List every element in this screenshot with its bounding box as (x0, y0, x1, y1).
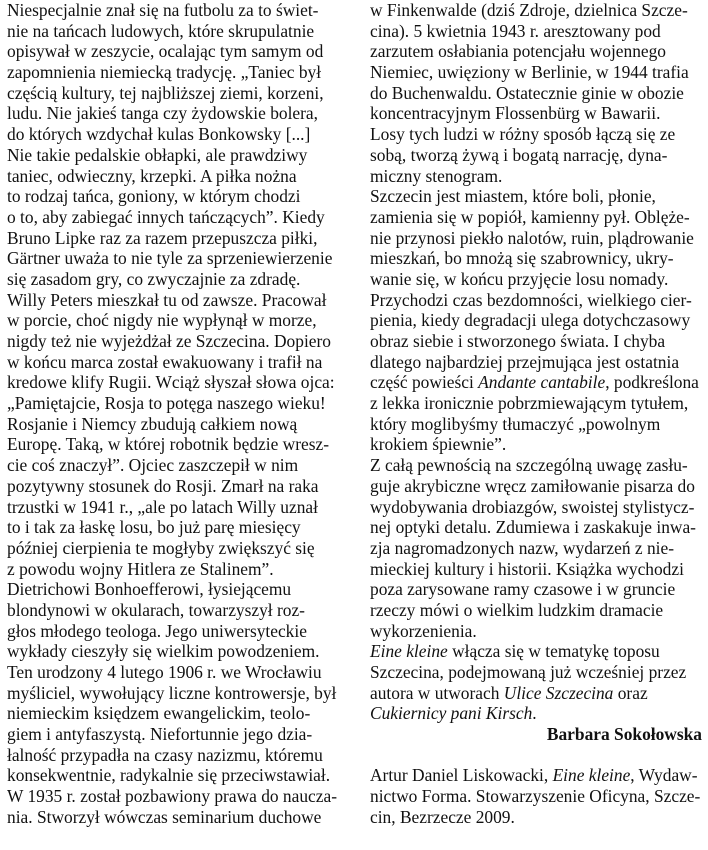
text-run: , podkreślona (605, 372, 699, 393)
text-run: zarzutem osłabiania potencjału wojennego (370, 41, 667, 62)
text-line (7, 310, 342, 331)
text-line (370, 41, 702, 62)
text-line (370, 145, 702, 166)
text-line (7, 724, 342, 745)
text-line (370, 683, 702, 704)
text-run: Nie takie pedalskie obłapki, ale prawdziwy (7, 144, 308, 165)
text-run: Niespecjalnie znał się na futbolu za to świet- (7, 0, 319, 20)
text-run: autora w utworach (370, 682, 504, 703)
text-run: głos młodego teologa. Jego uniwersyteckie (7, 620, 307, 641)
text-run: rzeczy mówi o wielkim ludzkim dramacie (370, 599, 664, 620)
text-run: w końcu marca został ewakuowany i trafił na (7, 351, 323, 372)
text-run: do których wzdychał kulas Bonkowsky [...] (7, 124, 311, 145)
text-run: później cierpienia te mogłyby zwiększyć się (7, 537, 315, 558)
text-run: Niemiec, uwięziony w Berlinie, w 1944 trafia (370, 62, 689, 83)
text-line (7, 186, 342, 207)
text-line (7, 559, 342, 580)
right-column-body (370, 0, 702, 724)
text-run: mieszkań, bo mnożą się szabrownicy, ukry- (370, 248, 674, 269)
text-line (7, 352, 342, 373)
text-column-left (7, 0, 342, 828)
text-run: Dietrichowi Bonhoefferowi, łysiejącemu (7, 579, 292, 600)
text-line (370, 62, 702, 83)
paragraph-gap (370, 745, 702, 766)
text-run: konsekwentnie, radykalnie się przeciwstawiał. (7, 765, 331, 786)
text-line (7, 600, 342, 621)
text-run: w Finkenwalde (dziś Zdroje, dzielnica Szcze- (370, 0, 688, 20)
text-run: Europę. Taką, w której robotnik będzie wresz- (7, 434, 330, 455)
text-run: o to, aby zabiegać innych tańczących”. Kiedy (7, 206, 325, 227)
text-run: włącza się w tematykę toposu (447, 641, 660, 662)
text-line (7, 166, 342, 187)
text-run: . (532, 703, 537, 724)
text-line (7, 0, 342, 21)
text-run: koncentracyjnym Flossenbürg w Bawarii. (370, 103, 661, 124)
text-run: pienia, kiedy degradacji ulega dotychczasowy (370, 310, 691, 331)
text-line (7, 145, 342, 166)
text-run: pozytywny stosunek do Rosji. Zmarł na raka (7, 475, 319, 496)
text-line (7, 641, 342, 662)
text-run: miczny stenogram. (370, 165, 503, 186)
text-line (7, 579, 342, 600)
text-run: z lekka ironicznie pobrzmiewającym tytułem, (370, 393, 689, 414)
text-line (7, 414, 342, 435)
text-line (370, 124, 702, 145)
text-run: zja nagromadzonych nazw, wydarzeń z nie- (370, 537, 675, 558)
text-line (7, 228, 342, 249)
text-line (370, 21, 702, 42)
text-line (7, 621, 342, 642)
text-line (7, 372, 342, 393)
text-line (7, 434, 342, 455)
text-line (370, 517, 702, 538)
text-run: oraz (613, 682, 648, 703)
text-line (370, 166, 702, 187)
text-line (370, 269, 702, 290)
bibliography-note (370, 765, 702, 827)
text-line (370, 621, 702, 642)
text-run: cin, Bezrzecze 2009. (370, 806, 515, 827)
text-run: zamienia się w popiół, kamienny pył. Oblęże- (370, 206, 690, 227)
text-line (7, 124, 342, 145)
text-run: Willy Peters mieszkał tu od zawsze. Pracował (7, 289, 327, 310)
text-run: Losy tych ludzi w różny sposób łączą się ze (370, 124, 676, 145)
text-line (370, 497, 702, 518)
text-line (370, 228, 702, 249)
text-line (370, 455, 702, 476)
text-line (7, 455, 342, 476)
text-line (7, 683, 342, 704)
text-line (370, 0, 702, 21)
italic-title-text: Cukiernicy pani Kirsch (370, 703, 533, 724)
text-run: Szczecina, podejmowaną już wcześniej przez (370, 662, 687, 682)
text-run: cina). 5 kwietnia 1943 r. aresztowany pod (370, 20, 661, 41)
author-signature: Barbara Sokołowska (546, 724, 702, 745)
text-run: niemieckim księdzem ewangelickim, teolo- (7, 703, 311, 724)
text-line (7, 786, 342, 807)
text-line (7, 807, 342, 828)
text-run: wydobywania drobiazgów, swoistej stylistycz- (370, 496, 695, 517)
text-line (7, 393, 342, 414)
text-run: Ten urodzony 4 lutego 1906 r. we Wrocławiu (7, 662, 322, 682)
text-line (7, 21, 342, 42)
text-run: blondynowi w okularach, towarzyszył roz- (7, 599, 305, 620)
text-run: cie coś znaczył”. Ojciec zaszczepił w nim (7, 455, 299, 476)
text-line (370, 248, 702, 269)
text-run: poza zarysowane ramy czasowe i w gruncie (370, 579, 676, 600)
text-run: Gärtner uważa to nie tyle za sprzeniewierzenie (7, 248, 333, 269)
text-run: Artur Daniel Liskowacki, (370, 765, 553, 786)
italic-title-text: Andante cantabile (478, 372, 606, 393)
text-line (370, 352, 702, 373)
text-run: wykorzenienia. (370, 620, 477, 641)
text-run: łalność przypadła na czasy nazizmu, któremu (7, 744, 323, 765)
text-line (7, 517, 342, 538)
text-run: ludu. Nie jakieś tanga czy żydowskie bolera, (7, 103, 318, 124)
text-run: Szczecin jest miastem, które boli, płonie, (370, 186, 656, 207)
text-run: krokiem śpiewnie”. (370, 434, 507, 455)
text-line (370, 703, 702, 724)
text-run: wanie się, w końcu przyjęcie losu nomady. (370, 268, 669, 289)
text-line (370, 434, 702, 455)
text-run: nie na tańcach ludowych, które skrupulatnie (7, 20, 315, 41)
text-line (370, 331, 702, 352)
text-line (7, 497, 342, 518)
text-run: , Wydaw- (630, 765, 698, 786)
text-run: obraz siebie i stworzonego świata. I chyba (370, 331, 666, 351)
text-line (7, 290, 342, 311)
text-run: opisywał w zeszycie, ocalając tym samym od (7, 41, 324, 62)
text-run: sobą, tworzą żywą i bogatą narrację, dyna- (370, 144, 668, 165)
text-line (370, 662, 702, 683)
bibliography-line (370, 807, 702, 828)
text-line (370, 579, 702, 600)
text-run: nictwo Forma. Stowarzyszenie Oficyna, Szcze- (370, 786, 701, 807)
text-run: trzustki w 1941 r., „ale po latach Willy uznał (7, 496, 318, 517)
text-run: giem i antyfaszystą. Niefortunnie jego dzia- (7, 724, 313, 745)
text-line (7, 83, 342, 104)
text-line (7, 248, 342, 269)
text-line (370, 600, 702, 621)
italic-title-text: Eine kleine (370, 641, 448, 662)
text-line (370, 372, 702, 393)
text-line (370, 476, 702, 497)
text-line (7, 476, 342, 497)
text-line (370, 559, 702, 580)
text-run: Z całą pewnością na szczególną uwagę zasłu- (370, 455, 688, 476)
text-line (7, 331, 342, 352)
text-run: nie przynosi piekło nalotów, ruin, plądrowanie (370, 227, 694, 248)
text-line (370, 103, 702, 124)
text-line (7, 62, 342, 83)
text-run: Przychodzi czas bezdomności, wielkiego cier- (370, 289, 692, 310)
text-run: mieckiej kultury i historii. Książka wychodzi (370, 558, 684, 579)
text-line (370, 414, 702, 435)
text-line (370, 393, 702, 414)
text-line (7, 269, 342, 290)
text-line (7, 765, 342, 786)
text-run: to rodzaj tańca, goniony, w którym chodzi (7, 186, 301, 207)
text-line (370, 207, 702, 228)
text-run: wykłady cieszyły się wielkim powodzeniem. (7, 641, 320, 662)
text-run: guje akrybiczne wręcz zamiłowanie pisarza do (370, 475, 695, 496)
text-run: dlatego najbardziej przejmująca jest ostatnia (370, 351, 680, 372)
text-run: „Pamiętajcie, Rosja to potęga naszego wieku! (7, 393, 326, 414)
text-run: częścią kultury, tej najbliższej ziemi, korzeni, (7, 82, 324, 103)
text-run: taniec, odwieczny, krzepki. A piłka nożna (7, 165, 297, 186)
text-run: się zasadom gry, co zwyczajnie za zdradę. (7, 268, 301, 289)
text-line (7, 41, 342, 62)
text-line (7, 745, 342, 766)
text-line (370, 310, 702, 331)
italic-title-text: Eine kleine (552, 765, 631, 786)
text-run: myśliciel, wywołujący liczne kontrowersje, był (7, 682, 337, 703)
text-column-right (370, 0, 702, 828)
text-run: nigdy też nie wyjeżdżał ze Szczecina. Dopiero (7, 331, 331, 351)
text-run: do Buchenwaldu. Ostatecznie ginie w obozie (370, 82, 684, 103)
text-run: Bruno Lipke raz za razem przepuszcza piłki, (7, 227, 318, 248)
text-run: kredowe klify Rugii. Wciąż słyszał słowa ojca: (7, 372, 335, 393)
text-run: z powodu wojny Hitlera ze Stalinem”. (7, 558, 274, 579)
text-line (7, 662, 342, 683)
text-line (370, 186, 702, 207)
text-line (370, 83, 702, 104)
text-line (370, 538, 702, 559)
text-run: nia. Stworzył wówczas seminarium duchowe (7, 806, 322, 827)
text-line (370, 641, 702, 662)
text-line (7, 703, 342, 724)
text-line (7, 103, 342, 124)
bibliography-line (370, 786, 702, 807)
bibliography-line (370, 765, 702, 786)
text-run: który moglibyśmy tłumaczyć „powolnym (370, 413, 661, 434)
text-run: to i tak za łaskę losu, bo już parę miesięcy (7, 517, 301, 538)
text-line (370, 290, 702, 311)
text-run: W 1935 r. został pozbawiony prawa do naucza- (7, 786, 337, 807)
text-run: zapomnienia niemiecką tradycję. „Taniec był (7, 62, 322, 83)
italic-title-text: Ulice Szczecina (503, 682, 614, 703)
text-run: część powieści (370, 372, 479, 393)
text-line (7, 538, 342, 559)
text-run: w porcie, choć nigdy nie wypłynął w morze, (7, 310, 317, 331)
text-line (7, 207, 342, 228)
text-run: nej optyki detalu. Zdumiewa i zaskakuje inwa- (370, 517, 696, 538)
text-run: Rosjanie i Niemcy zbudują całkiem nową (7, 413, 298, 434)
